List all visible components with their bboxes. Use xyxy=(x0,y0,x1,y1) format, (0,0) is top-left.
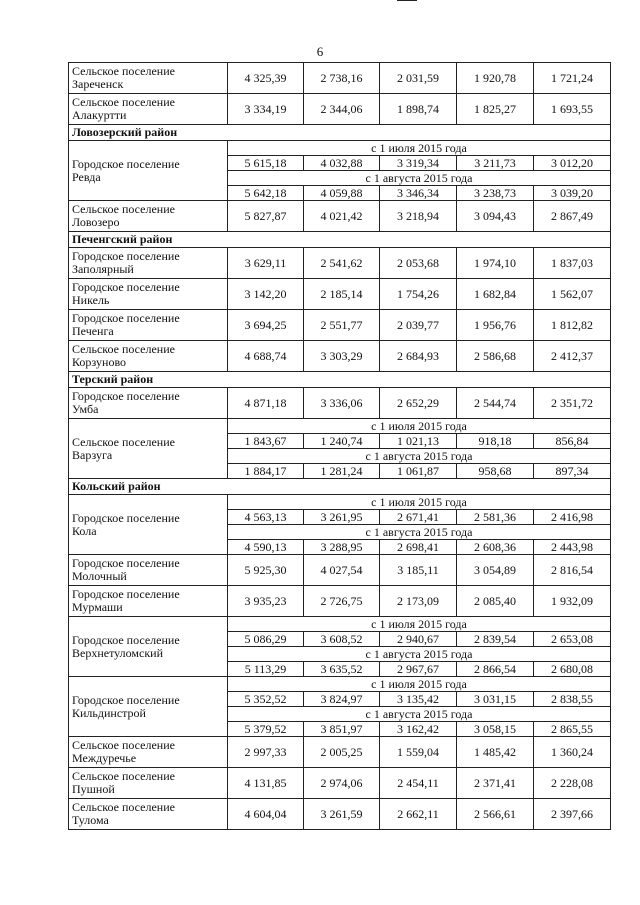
table-row xyxy=(69,586,611,617)
value-cell: 2 967,67 xyxy=(380,662,457,677)
region-row xyxy=(69,479,611,495)
value-cell: 2 416,98 xyxy=(534,510,611,525)
settlement-type: Сельское поселение xyxy=(72,769,175,783)
value-cell: 2 726,75 xyxy=(304,586,380,617)
settlement-type: Сельское поселение xyxy=(72,202,175,216)
table-row xyxy=(69,419,611,434)
period-label: с 1 августа 2015 года xyxy=(228,707,611,722)
value-cell: 5 113,29 xyxy=(228,662,304,677)
value-cell: 1 021,13 xyxy=(380,434,457,449)
region-row xyxy=(69,372,611,388)
value-cell: 1 682,84 xyxy=(457,279,534,310)
value-cell: 1 974,10 xyxy=(457,248,534,279)
period-label: с 1 июля 2015 года xyxy=(228,495,611,510)
value-cell: 2 173,09 xyxy=(380,586,457,617)
value-cell: 2 085,40 xyxy=(457,586,534,617)
table-row xyxy=(69,768,611,799)
settlement-name xyxy=(69,94,228,125)
table-row xyxy=(69,279,611,310)
value-cell: 2 351,72 xyxy=(534,388,611,419)
value-cell: 856,84 xyxy=(534,434,611,449)
settlement-type: Городское поселение xyxy=(72,587,180,601)
value-cell: 1 360,24 xyxy=(534,737,611,768)
settlement-name xyxy=(69,586,228,617)
value-cell: 3 261,59 xyxy=(304,799,380,830)
settlement-title: Кильдинстрой xyxy=(72,705,146,720)
table-row xyxy=(69,677,611,692)
value-cell: 3 238,73 xyxy=(457,186,534,201)
value-cell: 5 086,29 xyxy=(228,632,304,647)
value-cell: 3 211,73 xyxy=(457,156,534,171)
table-row xyxy=(69,495,611,510)
value-cell: 1 562,07 xyxy=(534,279,611,310)
value-cell: 5 379,52 xyxy=(228,722,304,737)
value-cell: 2 662,11 xyxy=(380,799,457,830)
value-cell: 2 738,16 xyxy=(304,63,380,94)
value-cell: 3 851,97 xyxy=(304,722,380,737)
period-label: с 1 августа 2015 года xyxy=(228,647,611,662)
settlement-title: Кола xyxy=(72,523,97,538)
period-label: с 1 июля 2015 года xyxy=(228,419,611,434)
value-cell: 3 346,34 xyxy=(380,186,457,201)
value-cell: 4 871,18 xyxy=(228,388,304,419)
settlement-name xyxy=(69,495,228,555)
value-cell: 2 671,41 xyxy=(380,510,457,525)
value-cell: 2 838,55 xyxy=(534,692,611,707)
value-cell: 2 454,11 xyxy=(380,768,457,799)
period-label: с 1 августа 2015 года xyxy=(228,525,611,540)
value-cell: 4 027,54 xyxy=(304,555,380,586)
table-row xyxy=(69,248,611,279)
value-cell: 2 185,14 xyxy=(304,279,380,310)
value-cell: 2 680,08 xyxy=(534,662,611,677)
value-cell: 2 039,77 xyxy=(380,310,457,341)
settlement-type: Городское поселение xyxy=(72,510,180,525)
value-cell: 5 642,18 xyxy=(228,186,304,201)
table-row xyxy=(69,555,611,586)
value-cell: 1 281,24 xyxy=(304,464,380,479)
settlement-title: Варзуга xyxy=(72,447,113,462)
value-cell: 2 228,08 xyxy=(534,768,611,799)
value-cell: 1 884,17 xyxy=(228,464,304,479)
value-cell: 1 693,55 xyxy=(534,94,611,125)
region-name: Кольский район xyxy=(69,479,611,495)
settlement-name xyxy=(69,63,228,94)
value-cell: 2 541,62 xyxy=(304,248,380,279)
region-name: Печенгский район xyxy=(69,232,611,248)
value-cell: 4 325,39 xyxy=(228,63,304,94)
value-cell: 2 397,66 xyxy=(534,799,611,830)
value-cell: 3 094,43 xyxy=(457,201,534,232)
settlement-title: Тулома xyxy=(72,813,109,827)
period-label: с 1 августа 2015 года xyxy=(228,171,611,186)
value-cell: 3 319,34 xyxy=(380,156,457,171)
value-cell: 2 053,68 xyxy=(380,248,457,279)
value-cell: 3 218,94 xyxy=(380,201,457,232)
value-cell: 3 012,20 xyxy=(534,156,611,171)
value-cell: 1 240,74 xyxy=(304,434,380,449)
settlement-name xyxy=(69,341,228,372)
value-cell: 3 135,42 xyxy=(380,692,457,707)
value-cell: 4 059,88 xyxy=(304,186,380,201)
value-cell: 2 816,54 xyxy=(534,555,611,586)
settlement-type: Сельское поселение xyxy=(72,434,175,449)
value-cell: 2 866,54 xyxy=(457,662,534,677)
settlement-name xyxy=(69,201,228,232)
value-cell: 1 932,09 xyxy=(534,586,611,617)
value-cell: 897,34 xyxy=(534,464,611,479)
value-cell: 4 563,13 xyxy=(228,510,304,525)
value-cell: 3 142,20 xyxy=(228,279,304,310)
value-cell: 3 058,15 xyxy=(457,722,534,737)
settlement-title: Верхнетуломский xyxy=(72,645,163,660)
table-row xyxy=(69,341,611,372)
settlement-type: Сельское поселение xyxy=(72,95,175,109)
value-cell: 1 812,82 xyxy=(534,310,611,341)
settlement-title: Ловозеро xyxy=(72,215,120,229)
settlement-type: Сельское поселение xyxy=(72,342,175,356)
value-cell: 2 698,41 xyxy=(380,540,457,555)
value-cell: 5 615,18 xyxy=(228,156,304,171)
value-cell: 2 608,36 xyxy=(457,540,534,555)
value-cell: 3 162,42 xyxy=(380,722,457,737)
settlement-name xyxy=(69,279,228,310)
settlement-type: Сельское поселение xyxy=(72,800,175,814)
value-cell: 2 653,08 xyxy=(534,632,611,647)
settlement-title: Зареченск xyxy=(72,77,124,91)
value-cell: 1 754,26 xyxy=(380,279,457,310)
value-cell: 4 021,42 xyxy=(304,201,380,232)
page-number: 6 xyxy=(316,44,324,59)
settlement-name xyxy=(69,310,228,341)
value-cell: 3 635,52 xyxy=(304,662,380,677)
value-cell: 3 336,06 xyxy=(304,388,380,419)
value-cell: 2 412,37 xyxy=(534,341,611,372)
value-cell: 2 031,59 xyxy=(380,63,457,94)
value-cell: 2 997,33 xyxy=(228,737,304,768)
tariff-table xyxy=(68,62,611,830)
settlement-type: Городское поселение xyxy=(72,280,180,294)
value-cell: 2 652,29 xyxy=(380,388,457,419)
settlement-type: Городское поселение xyxy=(72,389,180,403)
settlement-type: Городское поселение xyxy=(72,249,180,263)
value-cell: 3 303,29 xyxy=(304,341,380,372)
settlement-name xyxy=(69,419,228,479)
value-cell: 3 031,15 xyxy=(457,692,534,707)
settlement-name xyxy=(69,617,228,677)
value-cell: 2 581,36 xyxy=(457,510,534,525)
settlement-title: Никель xyxy=(72,293,110,307)
settlement-name xyxy=(69,141,228,201)
value-cell: 4 688,74 xyxy=(228,341,304,372)
settlement-title: Междуречье xyxy=(72,751,137,765)
value-cell: 5 827,87 xyxy=(228,201,304,232)
value-cell: 1 559,04 xyxy=(380,737,457,768)
value-cell: 1 956,76 xyxy=(457,310,534,341)
period-label: с 1 августа 2015 года xyxy=(228,449,611,464)
value-cell: 3 185,11 xyxy=(380,555,457,586)
value-cell: 2 443,98 xyxy=(534,540,611,555)
top-rule xyxy=(397,0,417,1)
settlement-title: Алакуртти xyxy=(72,108,127,122)
value-cell: 2 544,74 xyxy=(457,388,534,419)
settlement-name xyxy=(69,737,228,768)
value-cell: 3 824,97 xyxy=(304,692,380,707)
settlement-title: Печенга xyxy=(72,324,114,338)
table-row xyxy=(69,141,611,156)
region-row xyxy=(69,232,611,248)
value-cell: 4 131,85 xyxy=(228,768,304,799)
value-cell: 3 288,95 xyxy=(304,540,380,555)
value-cell: 3 608,52 xyxy=(304,632,380,647)
value-cell: 2 940,67 xyxy=(380,632,457,647)
settlement-name xyxy=(69,677,228,737)
value-cell: 1 721,24 xyxy=(534,63,611,94)
value-cell: 3 261,95 xyxy=(304,510,380,525)
value-cell: 918,18 xyxy=(457,434,534,449)
settlement-title: Ревда xyxy=(72,169,101,184)
value-cell: 5 925,30 xyxy=(228,555,304,586)
settlement-name xyxy=(69,555,228,586)
table-row xyxy=(69,737,611,768)
period-label: с 1 июля 2015 года xyxy=(228,677,611,692)
value-cell: 3 694,25 xyxy=(228,310,304,341)
value-cell: 3 039,20 xyxy=(534,186,611,201)
settlement-title: Мурмаши xyxy=(72,600,123,614)
value-cell: 1 843,67 xyxy=(228,434,304,449)
table-row xyxy=(69,63,611,94)
value-cell: 1 061,87 xyxy=(380,464,457,479)
settlement-type: Сельское поселение xyxy=(72,64,175,78)
period-label: с 1 июля 2015 года xyxy=(228,141,611,156)
table-row xyxy=(69,201,611,232)
settlement-type: Городское поселение xyxy=(72,692,180,707)
table-row xyxy=(69,310,611,341)
value-cell: 3 935,23 xyxy=(228,586,304,617)
settlement-name xyxy=(69,799,228,830)
table-row xyxy=(69,388,611,419)
value-cell: 2 371,41 xyxy=(457,768,534,799)
settlement-type: Сельское поселение xyxy=(72,738,175,752)
table-row xyxy=(69,94,611,125)
value-cell: 4 604,04 xyxy=(228,799,304,830)
value-cell: 1 825,27 xyxy=(457,94,534,125)
table-row xyxy=(69,617,611,632)
value-cell: 2 344,06 xyxy=(304,94,380,125)
value-cell: 2 551,77 xyxy=(304,310,380,341)
value-cell: 5 352,52 xyxy=(228,692,304,707)
value-cell: 2 586,68 xyxy=(457,341,534,372)
value-cell: 2 566,61 xyxy=(457,799,534,830)
settlement-title: Умба xyxy=(72,402,99,416)
value-cell: 4 032,88 xyxy=(304,156,380,171)
value-cell: 2 005,25 xyxy=(304,737,380,768)
value-cell: 1 920,78 xyxy=(457,63,534,94)
settlement-type: Городское поселение xyxy=(72,556,180,570)
value-cell: 4 590,13 xyxy=(228,540,304,555)
region-name: Ловозерский район xyxy=(69,125,611,141)
settlement-type: Городское поселение xyxy=(72,156,180,171)
period-label: с 1 июля 2015 года xyxy=(228,617,611,632)
value-cell: 2 974,06 xyxy=(304,768,380,799)
value-cell: 2 867,49 xyxy=(534,201,611,232)
settlement-type: Городское поселение xyxy=(72,311,180,325)
value-cell: 2 865,55 xyxy=(534,722,611,737)
settlement-name xyxy=(69,388,228,419)
value-cell: 3 629,11 xyxy=(228,248,304,279)
settlement-name xyxy=(69,768,228,799)
settlement-title: Заполярный xyxy=(72,262,134,276)
value-cell: 1 837,03 xyxy=(534,248,611,279)
value-cell: 3 334,19 xyxy=(228,94,304,125)
value-cell: 3 054,89 xyxy=(457,555,534,586)
region-name: Терский район xyxy=(69,372,611,388)
settlement-type: Городское поселение xyxy=(72,632,180,647)
settlement-title: Пушной xyxy=(72,782,115,796)
settlement-title: Молочный xyxy=(72,569,127,583)
value-cell: 958,68 xyxy=(457,464,534,479)
value-cell: 2 684,93 xyxy=(380,341,457,372)
settlement-name xyxy=(69,248,228,279)
value-cell: 2 839,54 xyxy=(457,632,534,647)
value-cell: 1 898,74 xyxy=(380,94,457,125)
region-row xyxy=(69,125,611,141)
settlement-title: Корзуново xyxy=(72,355,127,369)
table-row xyxy=(69,799,611,830)
value-cell: 1 485,42 xyxy=(457,737,534,768)
